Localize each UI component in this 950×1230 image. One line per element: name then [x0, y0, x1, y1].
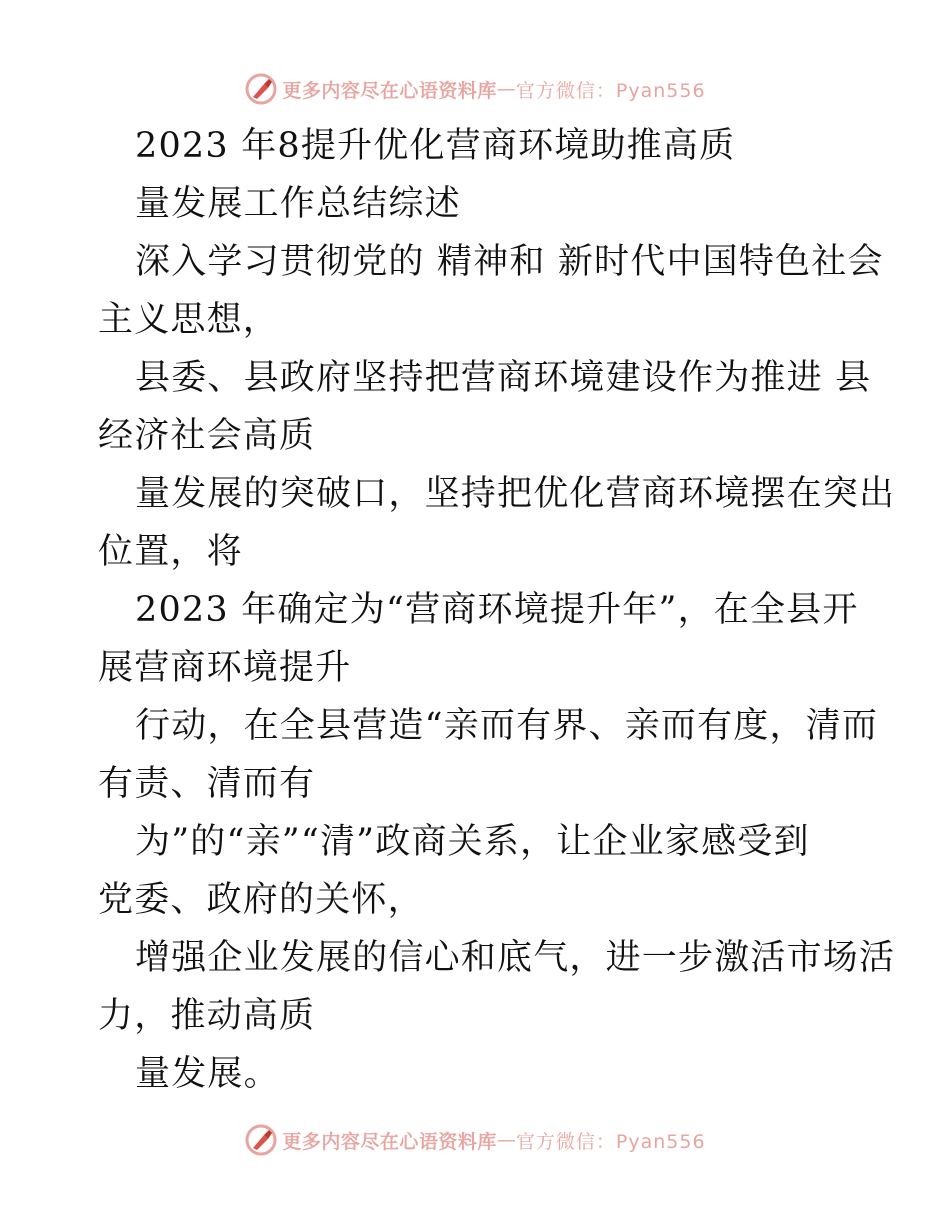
- paragraph-line: 展营商环境提升: [98, 648, 352, 688]
- watermark-separator: —: [496, 78, 516, 100]
- paragraph-line: 县委、县政府坚持把营商环境建设作为推进 县: [135, 358, 872, 398]
- paragraph-line: 量发展。: [135, 1054, 280, 1094]
- paragraph-line: 经济社会高质: [98, 416, 316, 456]
- watermark-wechat-text: 官方微信：Pyan556: [515, 79, 706, 102]
- paragraph-line: 为”的“亲”“清”政商关系，让企业家感受到: [135, 822, 810, 862]
- watermark-footer: [0, 1123, 950, 1157]
- paragraph-line: 2023 年确定为“营商环境提升年”，在全县开: [135, 590, 859, 630]
- paragraph-line: 力，推动高质: [98, 996, 316, 1036]
- paragraph-line: 量发展的突破口，坚持把优化营商环境摆在突出: [135, 474, 896, 514]
- paragraph-line: 党委、政府的关怀，: [98, 880, 424, 920]
- pen-nib-circle-icon: [244, 72, 278, 106]
- watermark-header: [0, 72, 950, 106]
- watermark-main-text: 更多内容尽在心语资料库: [282, 79, 497, 102]
- paragraph-line: 增强企业发展的信心和底气，进一步激活市场活: [135, 938, 896, 978]
- title-line-1: 2023 年8提升优化营商环境助推高质: [135, 126, 736, 166]
- watermark-main-text: 更多内容尽在心语资料库: [282, 1130, 497, 1153]
- paragraph-line: 深入学习贯彻党的 精神和 新时代中国特色社会: [135, 242, 884, 282]
- watermark-wechat-text: 官方微信：Pyan556: [515, 1130, 706, 1153]
- watermark-separator: —: [496, 1129, 516, 1151]
- paragraph-line: 行动，在全县营造“亲而有界、亲而有度，清而: [135, 706, 879, 746]
- paragraph-line: 主义思想，: [98, 300, 280, 340]
- paragraph-line: 位置，将: [98, 532, 243, 572]
- paragraph-line: 有责、清而有: [98, 764, 316, 804]
- pen-nib-circle-icon: [244, 1123, 278, 1157]
- title-line-2: 量发展工作总结综述: [135, 184, 461, 224]
